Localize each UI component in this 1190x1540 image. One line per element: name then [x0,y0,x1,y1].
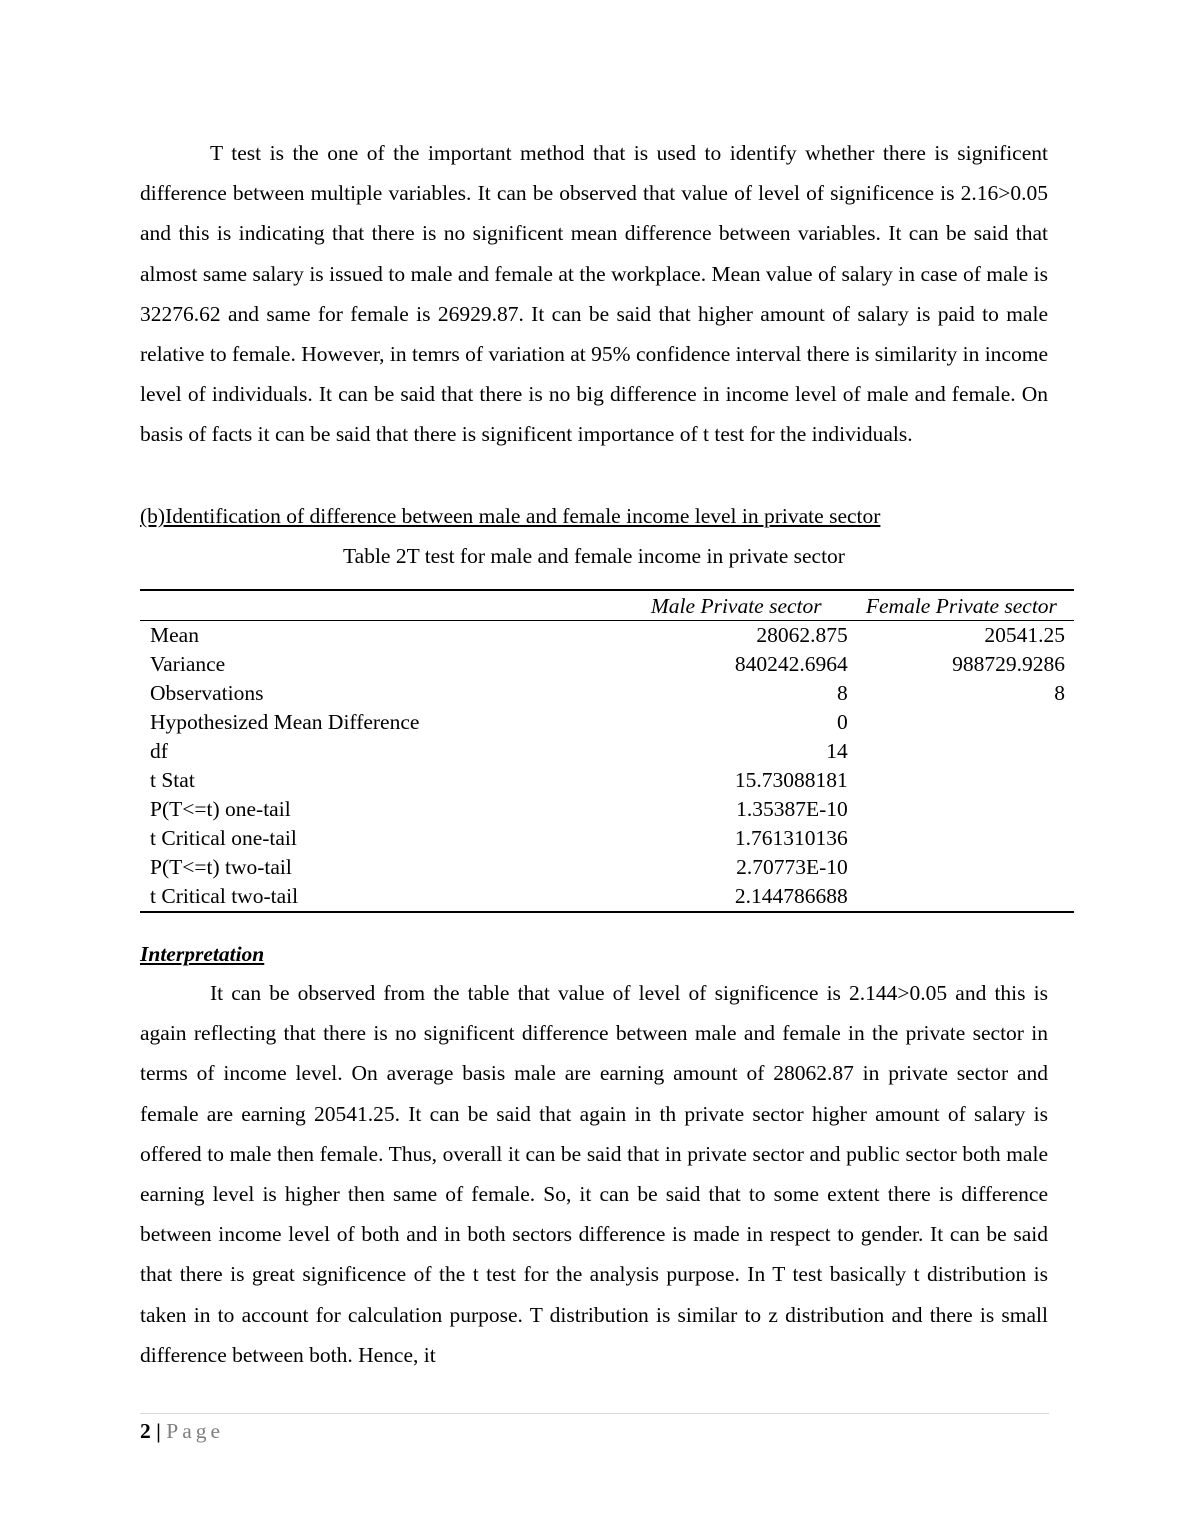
page-label: Page [166,1419,225,1443]
female-value: 988729.9286 [952,652,1065,676]
body-paragraph-2: It can be observed from the table that value of level of significence is 2.144>0.05 and this is again reflecting that there is no significent difference between male and female in the private sector in terms of income level. On average basis male are earning amount of 28062.87 in private sector and female are earning 20541.25. It can be said that again in th private sector higher amount of salary is offered to male then female. Thus, overall it can be said that in private sector and public sector both male earning level is higher then same of female. So, it can be said that to some extent there is difference between income level of both and in both sectors difference is made in respect to gender. It can be said that there is great significence of the t test for the analysis purpose. In T test basically t distribution is taken in to account for calculation purpose. T distribution is similar to z distribution and there is small difference between both. Hence, it [140,981,1048,1367]
male-value: 1.761310136 [734,826,848,850]
male-value: 15.73088181 [734,768,848,792]
female-value: 20541.25 [984,623,1065,647]
female-value [849,882,1074,912]
table-row [140,650,1074,679]
female-value: 8 [1054,681,1065,705]
header-label [140,590,624,621]
row-label: t Critical one-tail [150,826,297,850]
female-value [849,737,1074,766]
header-male-private-sector: Male Private sector [624,590,849,621]
row-label: df [150,739,168,763]
table-row [140,853,1074,882]
table-row [140,824,1074,853]
table-header-row [140,590,1074,621]
male-value: 1.35387E-10 [736,797,848,821]
interpretation-heading: Interpretation [140,942,265,966]
male-value: 0 [837,710,848,734]
footer-divider [140,1413,1049,1414]
table-row [140,766,1074,795]
row-label: Mean [150,623,199,647]
male-value: 14 [826,739,848,763]
table-row [140,882,1074,912]
table-row [140,737,1074,766]
row-label: P(T<=t) one-tail [150,797,291,821]
section-heading: (b)Identification of difference between male and female income level in private sector [140,504,881,528]
table-row [140,621,1074,651]
table-caption: Table 2T test for male and female income in private sector [343,544,845,568]
page-footer [140,1416,224,1446]
row-label: Variance [150,652,226,676]
header-female-private-sector: Female Private sector [849,590,1074,621]
male-value: 8 [837,681,848,705]
row-label: P(T<=t) two-tail [150,855,292,879]
row-label: Observations [150,681,264,705]
page-number: 2 [140,1419,151,1443]
table-row [140,795,1074,824]
row-label: t Stat [150,768,195,792]
female-value [849,795,1074,824]
male-value: 2.144786688 [624,882,849,912]
ttest-table [140,589,1074,913]
male-value: 840242.6964 [734,652,848,676]
female-value [849,853,1074,882]
male-value: 28062.875 [756,623,848,647]
body-paragraph-1: T test is the one of the important method that is used to identify whether there is significent difference between multiple variables. It can be observed that value of level of significence is 2.16>0.05 and this is indicating that there is no significent mean difference between variables. It can be said that almost same salary is issued to male and female at the workplace. Mean value of salary in case of male is 32276.62 and same for female is 26929.87. It can be said that higher amount of salary is paid to male relative to female. However, in temrs of variation at 95% confidence interval there is similarity in income level of individuals. It can be said that there is no big difference in income level of male and female. On basis of facts it can be said that there is significent importance of t test for the individuals. [140,141,1048,447]
male-value: 2.70773E-10 [736,855,848,879]
female-value [849,708,1074,737]
female-value [849,824,1074,853]
female-value [849,766,1074,795]
row-label: t Critical two-tail [140,882,624,912]
footer-separator: | [156,1419,161,1443]
table-row [140,708,1074,737]
table-row [140,679,1074,708]
row-label: Hypothesized Mean Difference [150,710,420,734]
